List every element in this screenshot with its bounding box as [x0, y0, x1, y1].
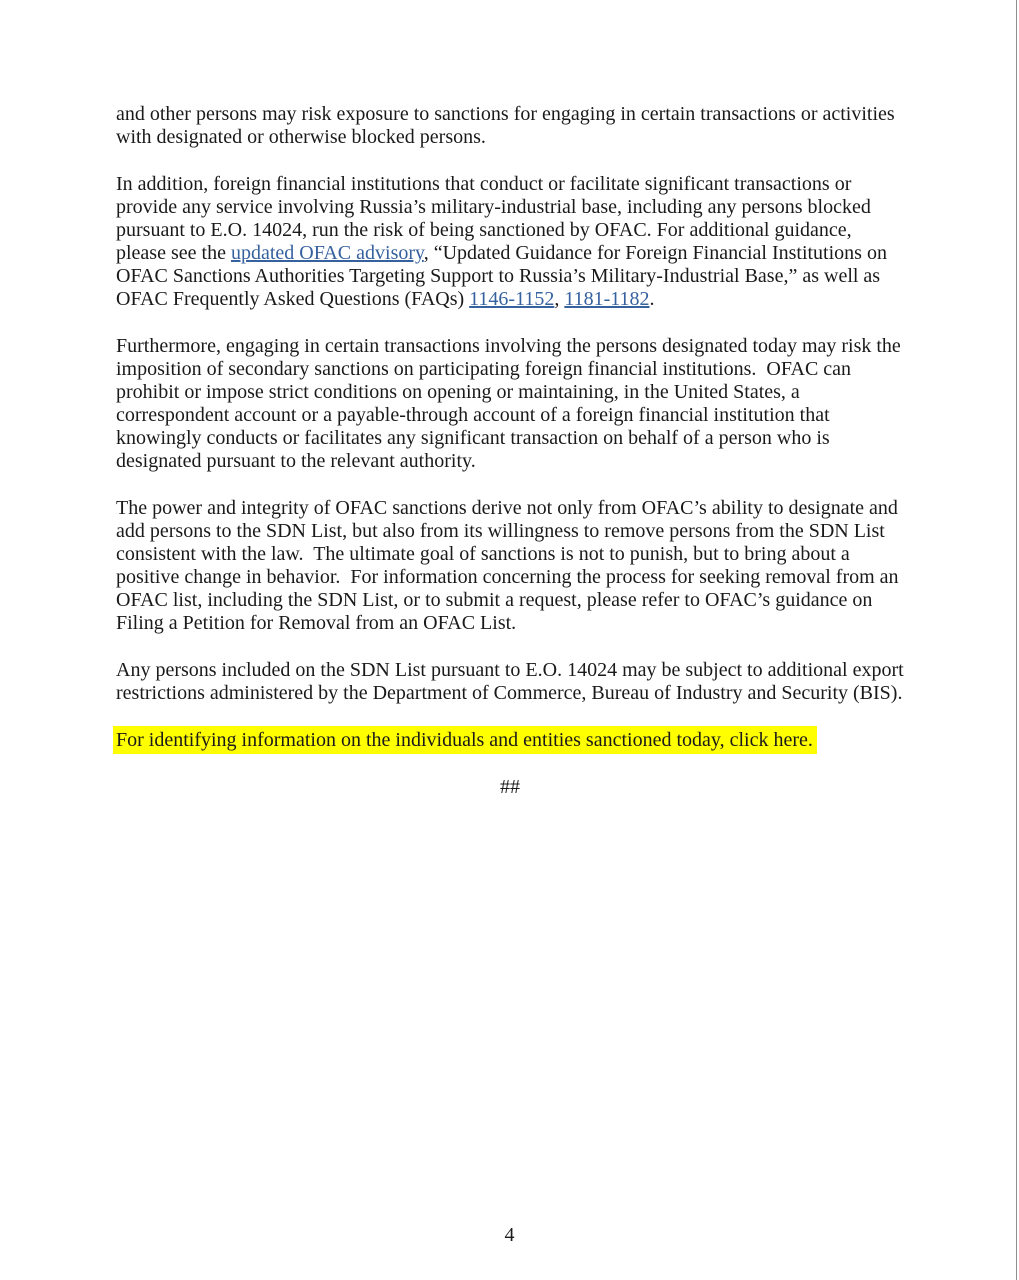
paragraph-risk-exposure: and other persons may risk exposure to sanctions for engaging in certain transactions or activities with designated or otherwise blocked persons.	[116, 103, 900, 148]
identifying-information-click-here-link[interactable]: For identifying information on the individuals and entities sanctioned today, click here.	[113, 726, 817, 754]
paragraph-ofac-integrity: The power and integrity of OFAC sanctions derive not only from OFAC’s ability to designate and add persons to the SDN List, but also from its willingness to remove persons from the SDN List consistent with the law. The ultimate goal of sanctions is not to punish, but to bring about a positive change in behavior. For information concerning the process for seeking removal from an OFAC list, including the SDN List, or to submit a request, please refer to OFAC’s guidance on Filing a Petition for Removal from an OFAC List.	[116, 497, 904, 634]
text-run: , “Updated Guidance for Foreign Financial Institutions on OFAC Sanctions Authorities Targeting Support to Russia’s Military-Industrial Base,” as well as OFAC Frequently Asked Questions (FAQs)	[116, 242, 892, 310]
paragraph-foreign-financial-institutions	[116, 173, 904, 311]
text-run: .	[649, 288, 655, 310]
page-number: 4	[504, 1224, 515, 1246]
press-release-end-mark: ##	[500, 776, 520, 798]
window-right-border	[1016, 0, 1017, 1280]
faqs-1146-1152-link[interactable]: 1146-1152	[469, 288, 555, 310]
text-run: In addition, foreign financial institutions that conduct or facilitate significant transactions or provide any service involving Russia’s military-industrial base, including any persons blocked pursuant to E.O. 14024, run the risk of being sanctioned by OFAC. For additional guidance, please see the	[116, 173, 876, 264]
updated-ofac-advisory-link[interactable]: updated OFAC advisory	[230, 242, 424, 264]
paragraph-export-restrictions: Any persons included on the SDN List pursuant to E.O. 14024 may be subject to additional export restrictions administered by the Department of Commerce, Bureau of Industry and Security (BIS).	[116, 659, 909, 704]
highlighted-notice-line	[116, 729, 904, 752]
page-body-text	[116, 103, 909, 799]
faqs-1181-1182-link[interactable]: 1181-1182	[564, 288, 650, 310]
paragraph-secondary-sanctions: Furthermore, engaging in certain transactions involving the persons designated today may risk the imposition of secondary sanctions on participating foreign financial institutions. OFAC can prohibit or impose strict conditions on opening or maintaining, in the United States, a correspondent account or a payable-through account of a foreign financial institution that knowingly conducts or facilitates any significant transaction on behalf of a person who is designated pursuant to the relevant authority.	[116, 335, 906, 472]
text-run: ,	[554, 288, 565, 310]
